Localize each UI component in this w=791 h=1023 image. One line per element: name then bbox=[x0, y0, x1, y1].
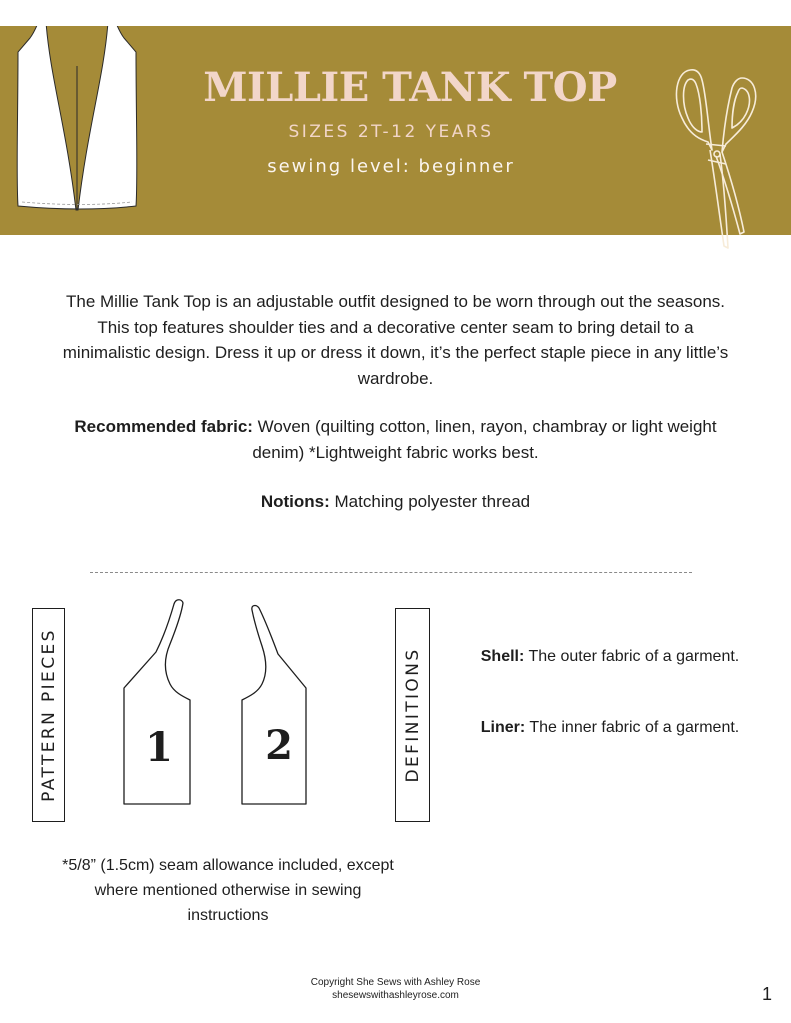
dashed-divider bbox=[90, 572, 692, 573]
pattern-pieces-heading-box bbox=[32, 608, 65, 822]
pattern-description: The Millie Tank Top is an adjustable outfit designed to be worn through out the seasons. This top features shoulder ties and a decorative center seam to bring detail to a minimalistic design. Dress it up or dress it down, it’s the perfect staple piece in any little’s wardrobe. bbox=[62, 292, 729, 388]
notions-text: Matching polyester thread bbox=[329, 492, 531, 511]
recommended-fabric-label: Recommended fabric: bbox=[74, 417, 253, 436]
definition-shell-text: The outer fabric of a garment. bbox=[524, 648, 740, 665]
size-range: SIZES 2T-12 YEARS bbox=[288, 122, 494, 142]
recommended-fabric-text: Woven (quilting cotton, linen, rayon, chambray or light weight denim) *Lightweight fabric works best. bbox=[252, 417, 717, 462]
pattern-piece-2-number: 2 bbox=[265, 722, 293, 769]
website-link[interactable]: shesewswithashleyrose.com bbox=[332, 990, 459, 1001]
definition-liner bbox=[480, 715, 740, 740]
sewing-level: sewing level: beginner bbox=[267, 156, 515, 177]
definition-liner-text: The inner fabric of a garment. bbox=[525, 719, 740, 736]
seam-allowance-note: *5/8” (1.5cm) seam allowance included, except where mentioned otherwise in sewing instructions bbox=[62, 857, 394, 924]
definitions-heading: DEFINITIONS bbox=[402, 647, 423, 783]
pattern-pieces-diagram bbox=[110, 596, 310, 806]
pattern-title: MILLIE TANK TOP bbox=[203, 64, 617, 111]
definition-shell-term: Shell: bbox=[480, 648, 525, 665]
footer-copyright bbox=[200, 976, 591, 1002]
recommended-fabric bbox=[60, 414, 731, 465]
definition-liner-term: Liner: bbox=[480, 719, 526, 736]
pattern-piece-1-shape bbox=[124, 600, 190, 804]
notions-label: Notions: bbox=[260, 492, 330, 511]
definition-shell bbox=[480, 644, 740, 669]
pattern-piece-2-shape bbox=[242, 606, 306, 804]
definitions-heading-box bbox=[395, 608, 430, 822]
copyright-text: Copyright She Sews with Ashley Rose bbox=[310, 977, 481, 988]
page-number: 1 bbox=[762, 984, 773, 1004]
notions bbox=[60, 489, 731, 515]
pattern-piece-1-number: 1 bbox=[145, 724, 173, 771]
pattern-pieces-heading: PATTERN PIECES bbox=[38, 628, 59, 802]
